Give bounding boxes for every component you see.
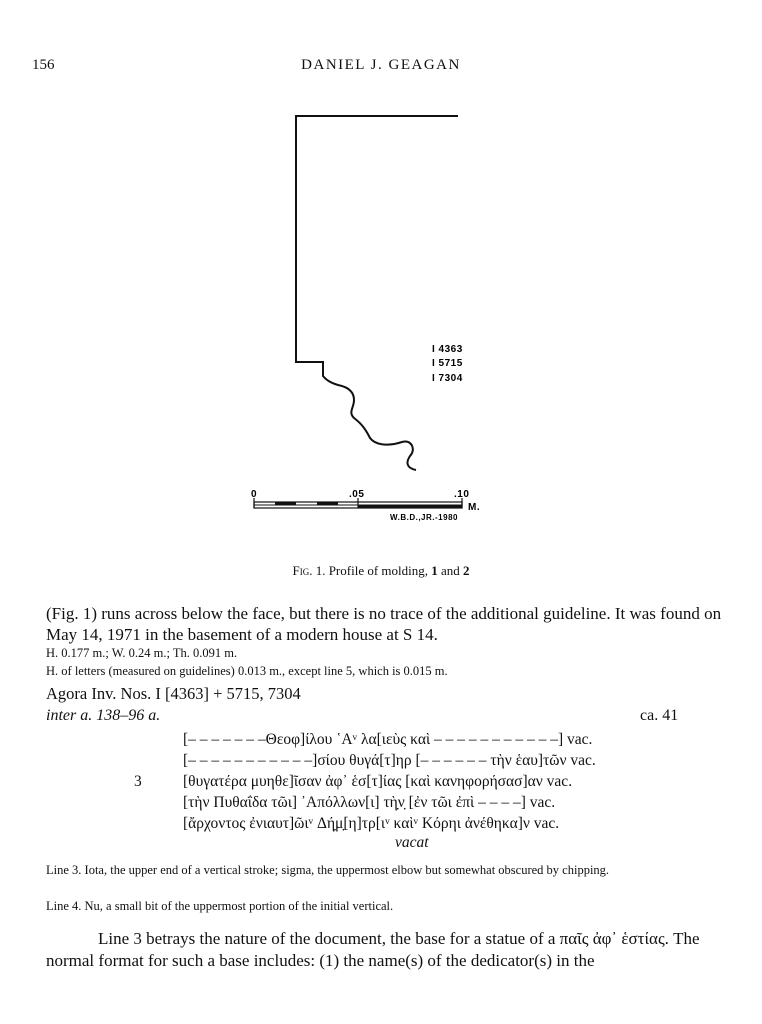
caption-text: Profile of molding, bbox=[325, 563, 432, 578]
letter-height-line: H. of letters (measured on guidelines) 0.013 m., except line 5, which is 0.015 m. bbox=[46, 664, 448, 678]
inventory-numbers: Agora Inv. Nos. I [4363] + 5715, 7304 bbox=[46, 684, 301, 703]
scale-label: 0 bbox=[251, 489, 258, 500]
caption-number: 1 bbox=[431, 563, 438, 578]
intro-paragraph: (Fig. 1) runs across below the face, but there is no trace of the additional guideline. It was found on May 14, 1971 in the basement of a modern house at S 14. bbox=[46, 604, 722, 644]
body-paragraph: Line 3 betrays the nature of the document, the base for a statue of a παῖς ἀφ᾿ ἑστίας. The normal format for such a base includes: (1) the name(s) of the dedicator(s) in the bbox=[46, 929, 700, 970]
figure-caption bbox=[0, 563, 762, 579]
molding-profile-drawing bbox=[230, 100, 530, 530]
inscription-date: inter a. 138–96 a. bbox=[46, 707, 161, 724]
figure-label: Fig. 1. bbox=[292, 563, 326, 578]
greek-text-line: [θυγατέρα μυηθε]ῖσαν ἀφ᾿ ἑσ[τ]ίας [καὶ κανηφορήσασ]αν vac. bbox=[183, 773, 573, 790]
greek-text-line: [– – – – – – –Θεοφ]ίλου ῾Αᵛ λα[ιεὺς καὶ – – – – – – – – – – –] vac. bbox=[183, 731, 593, 748]
caption-text: and bbox=[437, 563, 464, 578]
scale-label: .05 bbox=[349, 489, 365, 500]
molding-profile-figure bbox=[230, 100, 530, 535]
greek-text-line: [τὴν Πυθαΐδα τῶι] ᾿Απόλλων[ι] τὴ̣ν̣ [ἐν τῶι ἐπὶ – – – –] vac. bbox=[183, 794, 556, 811]
greek-text-line: [ἄρχοντος ἐνιαυτ]ῶιᵛ Δή̣μ̣[η]τρ[ιᵛ καὶᵛ Κόρηι ἀνέθηκα]ν vac. bbox=[183, 815, 560, 832]
line-number: 3 bbox=[134, 773, 142, 790]
letters-per-line: ca. 41 bbox=[640, 707, 679, 724]
page-number: 156 bbox=[32, 57, 55, 73]
profile-outline bbox=[296, 116, 458, 470]
apparatus-note: Line 3. Iota, the upper end of a vertical stroke; sigma, the uppermost elbow but somewhat obscured by chipping. bbox=[46, 863, 610, 877]
caption-number: 2 bbox=[463, 563, 470, 578]
dimensions-line: H. 0.177 m.; W. 0.24 m.; Th. 0.091 m. bbox=[46, 646, 238, 660]
inventory-label: I 4363 bbox=[432, 344, 463, 355]
running-head: DANIEL J. GEAGAN bbox=[301, 57, 461, 73]
apparatus-note: Line 4. Nu, a small bit of the uppermost portion of the initial vertical. bbox=[46, 899, 394, 913]
scale-unit: M. bbox=[468, 502, 481, 513]
drawing-credit: W.B.D.,JR.-1980 bbox=[390, 513, 458, 522]
scale-label: .10 bbox=[454, 489, 470, 500]
inventory-label: I 7304 bbox=[432, 373, 463, 384]
inventory-label: I 5715 bbox=[432, 358, 463, 369]
vacat-label: vacat bbox=[395, 834, 429, 851]
greek-text-line: [– – – – – – – – – – –]σίου θυγά[τ]ηρ [– – – – – – τὴν ἑαυ]τῶν vac. bbox=[183, 752, 596, 769]
